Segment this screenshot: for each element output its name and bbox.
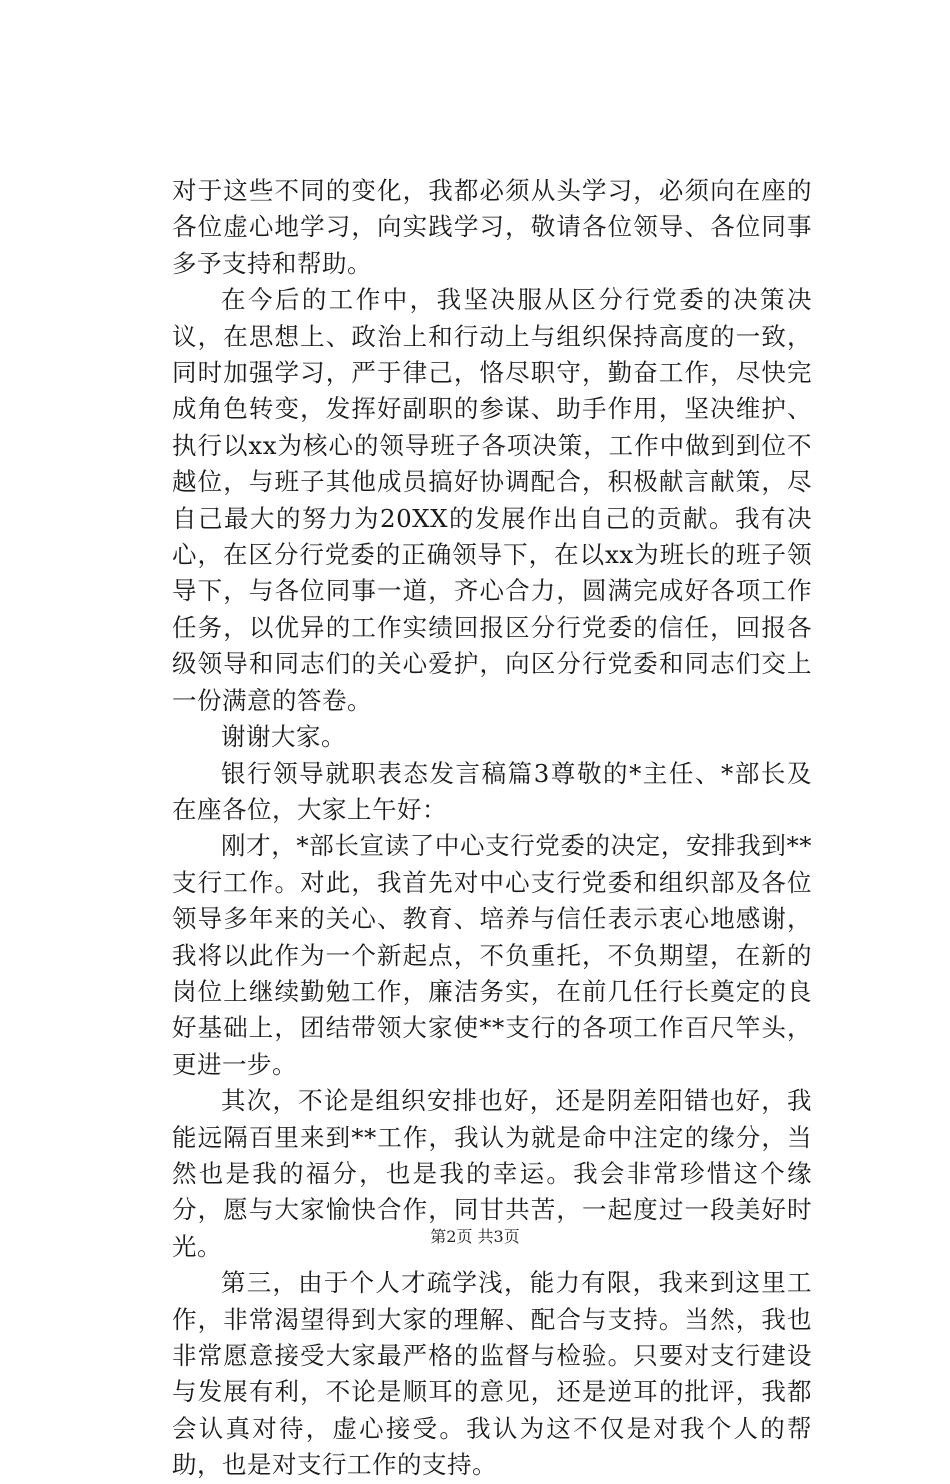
- paragraph-4: 银行领导就职表态发言稿篇3尊敬的*主任、*部长及在座各位，大家上午好：: [172, 758, 812, 824]
- page-number-footer: 第2页 共3页: [430, 1227, 520, 1246]
- paragraph-5: 刚才，*部长宣读了中心支行党委的决定，安排我到**支行工作。对此，我首先对中心支行党委和组织部及各位领导多年来的关心、教育、培养与信任表示衷心地感谢，我将以此作为一个新起点，不负重托，不负期望，在新的岗位上继续勤勉工作，廉洁务实，在前几任行长奠定的良好基础上，团结带领大家使**支行的各项工作百尺竿头，更进一步。: [172, 831, 812, 1079]
- paragraph-3: 谢谢大家。: [221, 722, 346, 752]
- paragraph-6: 其次，不论是组织安排也好，还是阴差阳错也好，我能远隔百里来到**工作，我认为就是命中注定的缘分，当然也是我的福分，也是我的幸运。我会非常珍惜这个缘分，愿与大家愉快合作，同甘共苦，一起度过一段美好时光。: [172, 1086, 812, 1261]
- paragraph-1: 对于这些不同的变化，我都必须从头学习，必须向在座的各位虚心地学习，向实践学习，敬请各位领导、各位同事多予支持和帮助。: [172, 176, 812, 278]
- paragraph-2: 在今后的工作中，我坚决服从区分行党委的决策决议，在思想上、政治上和行动上与组织保持高度的一致，同时加强学习，严于律己，恪尽职守，勤奋工作，尽快完成角色转变，发挥好副职的参谋、助手作用，坚决维护、执行以xx为核心的领导班子各项决策，工作中做到到位不越位，与班子其他成员搞好协调配合，积极献言献策，尽自己最大的努力为20XX的发展作出自己的贡献。我有决心，在区分行党委的正确领导下，在以xx为班长的班子领导下，与各位同事一道，齐心合力，圆满完成好各项工作任务，以优异的工作实绩回报区分行党委的信任，回报各级领导和同志们的关心爱护，向区分行党委和同志们交上一份满意的答卷。: [172, 285, 812, 715]
- paragraph-7: 第三，由于个人才疏学浅，能力有限，我来到这里工作，非常渴望得到大家的理解、配合与支持。当然，我也非常愿意接受大家最严格的监督与检验。只要对支行建设与发展有利，不论是顺耳的意见，还是逆耳的批评，我都会认真对待，虚心接受。我认为这不仅是对我个人的帮助，也是对支行工作的支持。: [172, 1268, 812, 1480]
- document-body: [172, 173, 812, 1484]
